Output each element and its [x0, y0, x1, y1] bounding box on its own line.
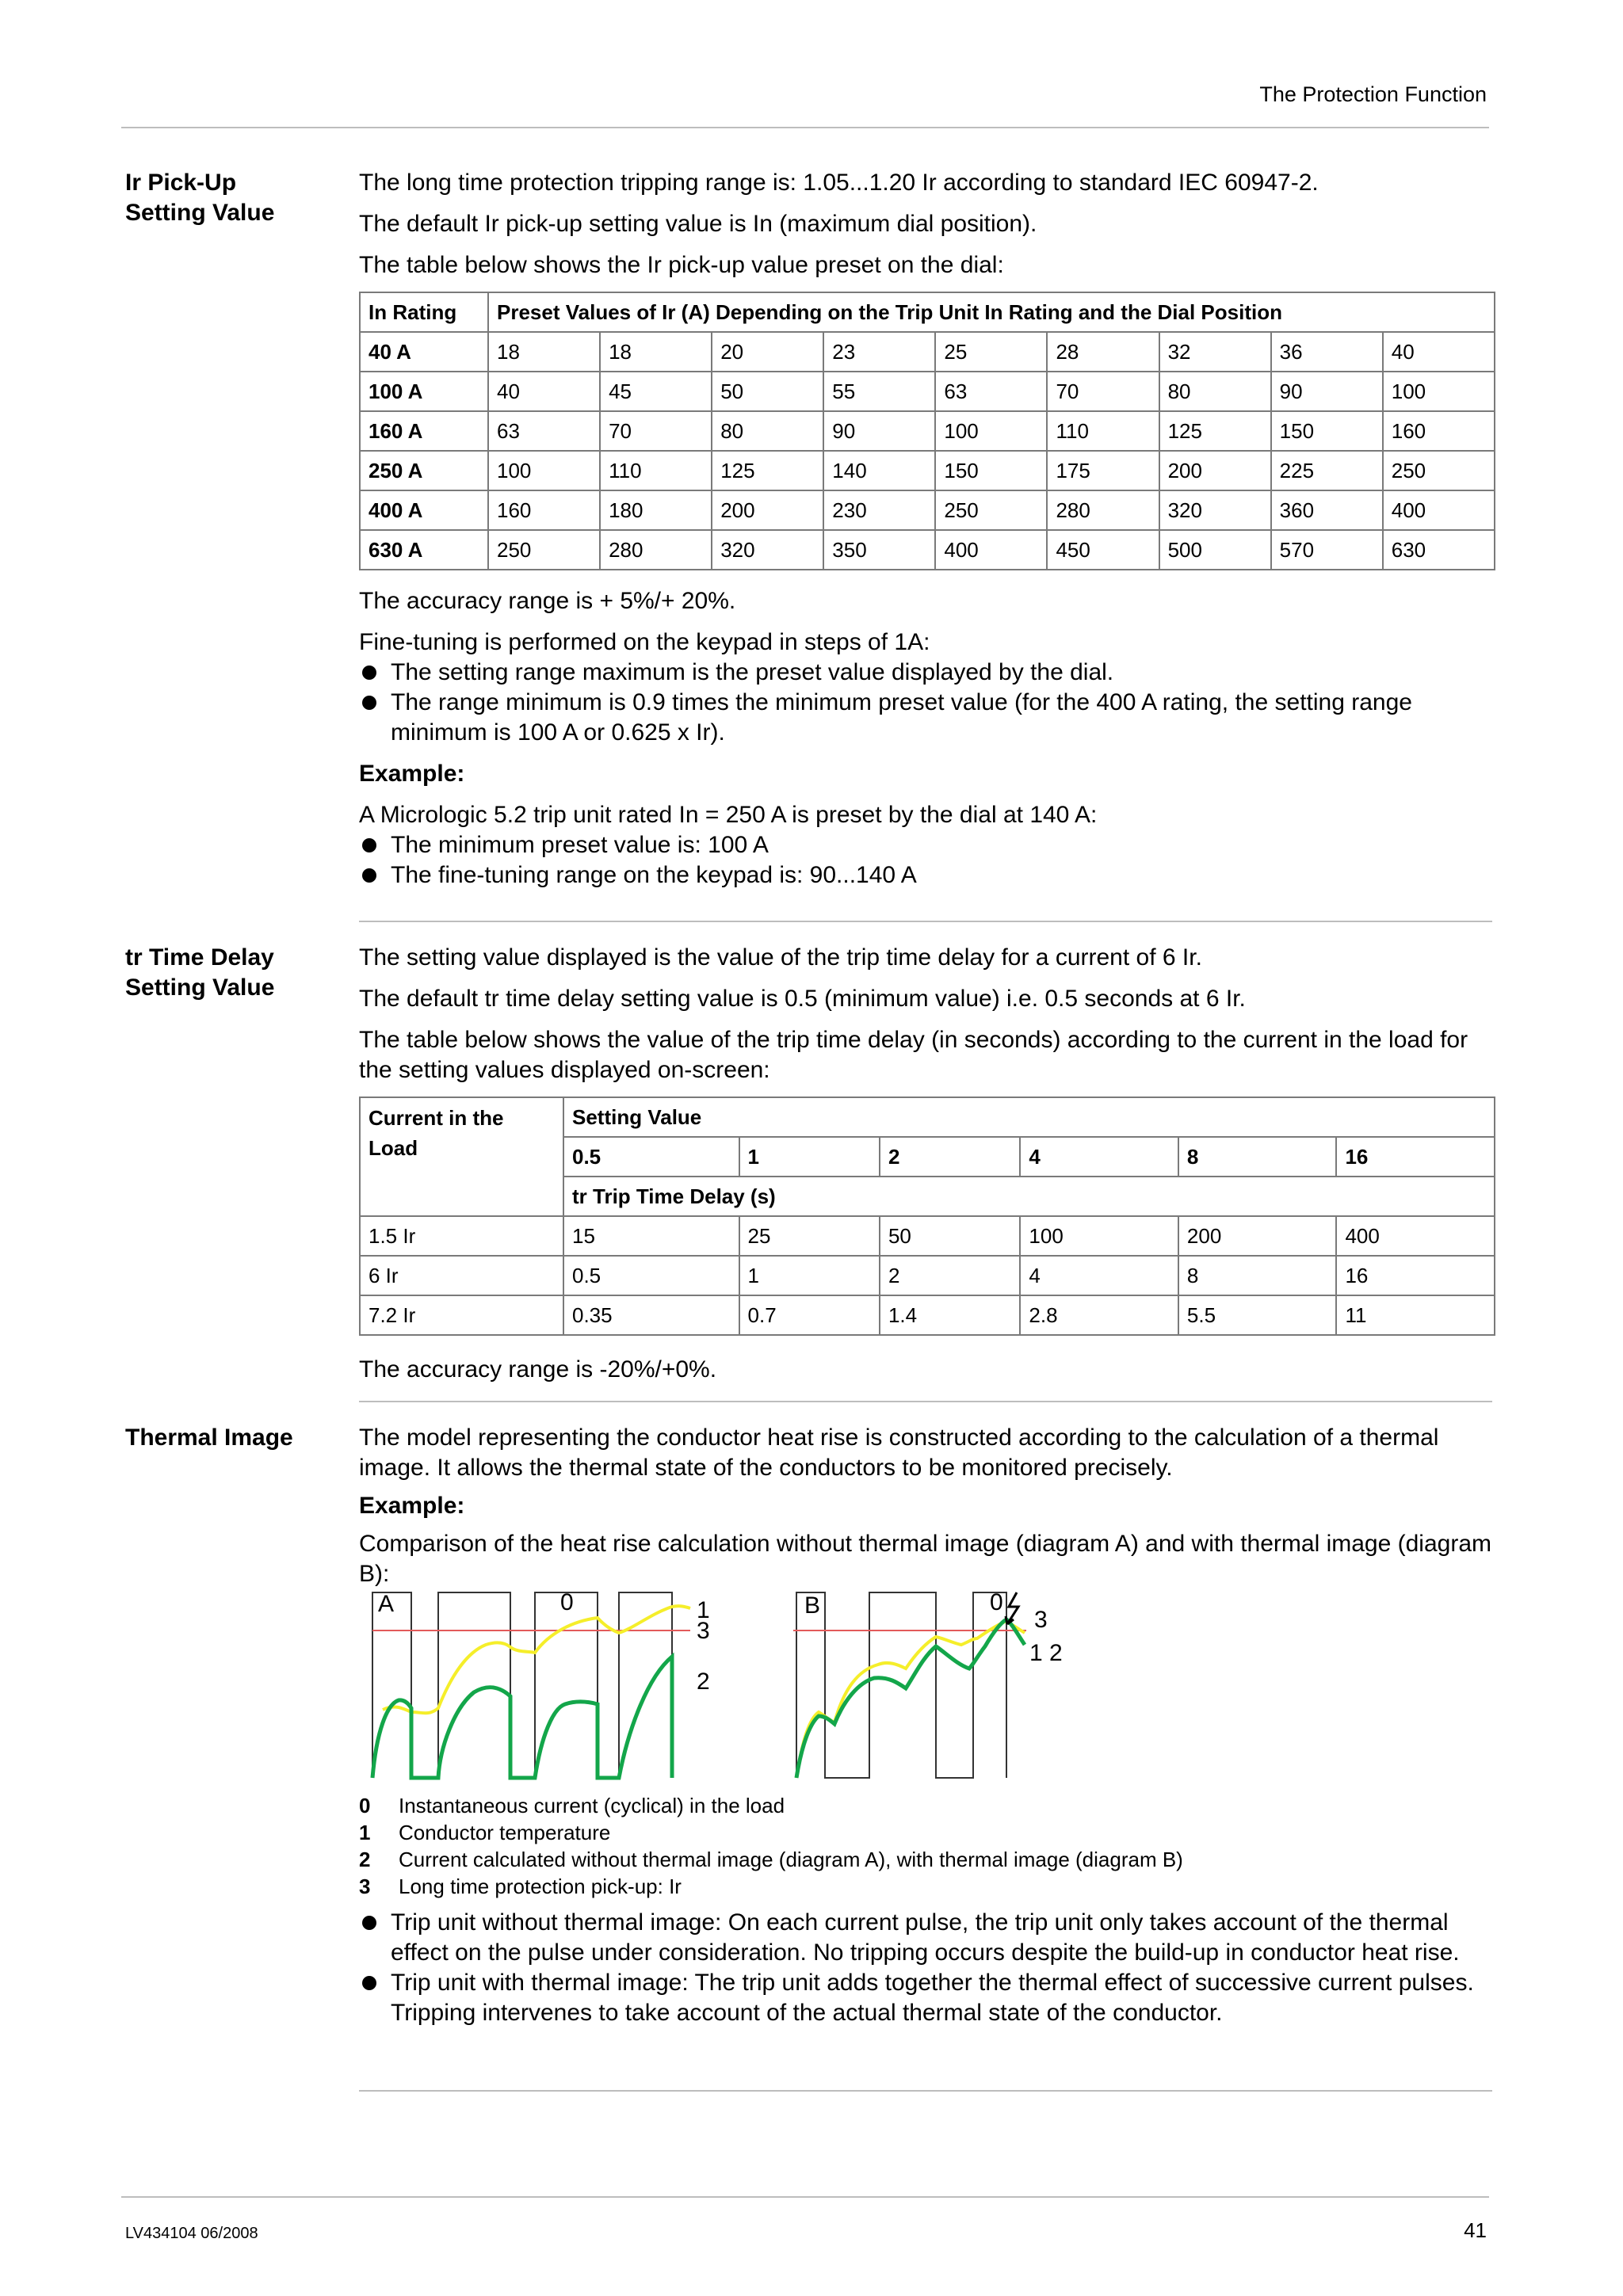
table-cell-rating: 160 A	[360, 411, 488, 451]
bullet-item: Trip unit without thermal image: On each current pulse, the trip unit only takes account of the thermal effect on the pulse under consideration. No tripping occurs despite the build-up in conductor heat rise.	[359, 1908, 1500, 1968]
legend-row	[359, 1819, 1500, 1846]
table-cell-rating: 250 A	[360, 451, 488, 490]
thermal-diagram-svg	[359, 1589, 1500, 1787]
section-label-ir-pickup	[125, 168, 274, 228]
section-divider	[359, 1401, 1492, 1402]
section-thermal-image	[359, 1423, 1500, 2039]
table-cell: 400	[1383, 490, 1495, 530]
paragraph: The long time protection tripping range is: 1.05...1.20 Ir according to standard IEC 60947-2.	[359, 170, 1319, 196]
legend-key: 0	[359, 1794, 371, 1817]
diagram-b-calculated-current	[796, 1619, 1025, 1778]
paragraph: The model representing the conductor heat rise is constructed according to the calculation of a thermal image. It allows the thermal state of the conductors to be monitored precisely.	[359, 1425, 1439, 1481]
example-label: Example:	[359, 1493, 465, 1519]
table-row	[360, 1216, 1495, 1256]
table-cell: 4	[1020, 1256, 1178, 1295]
paragraph: The table below shows the value of the trip time delay (in seconds) according to the current in the load for the setting values displayed on-screen:	[359, 1027, 1468, 1083]
table-cell: 8	[1178, 1256, 1337, 1295]
section-divider	[359, 921, 1492, 922]
table-cell-load: 7.2 Ir	[360, 1295, 563, 1335]
section-label-thermal-image	[125, 1423, 293, 1453]
thermal-diagrams	[359, 1589, 1500, 1787]
table-cell: 63	[935, 372, 1047, 411]
table-cell: 400	[935, 530, 1047, 570]
page-number: 41	[1464, 2218, 1487, 2242]
table-row	[360, 530, 1495, 570]
section-label-line: Ir Pick-Up	[125, 170, 237, 196]
paragraph: The setting value displayed is the value of the trip time delay for a current of 6 Ir.	[359, 944, 1202, 971]
table-header-cell: 2	[880, 1137, 1020, 1177]
table-cell: 500	[1159, 530, 1271, 570]
table-header-cell: Setting Value	[563, 1097, 1495, 1137]
table-cell: 2.8	[1020, 1295, 1178, 1335]
diagram-a-marker-3: 3	[697, 1618, 710, 1644]
running-header-title: The Protection Function	[1259, 82, 1487, 106]
diagram-b-marker-0: 0	[990, 1589, 1003, 1615]
table-cell: 630	[1383, 530, 1495, 570]
bullet-item: Trip unit with thermal image: The trip unit adds together the thermal effect of successive current pulses. Tripping intervenes to take account of the actual thermal state of the conductor.	[359, 1968, 1500, 2028]
table-cell: 20	[712, 332, 823, 372]
paragraph: The default tr time delay setting value is 0.5 (minimum value) i.e. 0.5 seconds at 6 Ir.	[359, 986, 1246, 1012]
section-tr-delay	[359, 943, 1500, 1396]
footer-doc-code: LV434104 06/2008	[125, 2225, 258, 2242]
diagram-a-marker-0: 0	[560, 1589, 574, 1615]
legend-text: Current calculated without thermal image (diagram A), with thermal image (diagram B)	[399, 1848, 1183, 1871]
table-row	[360, 451, 1495, 490]
footer-rule	[121, 2196, 1489, 2198]
table-cell: 125	[1159, 411, 1271, 451]
table-header-cell: 16	[1336, 1137, 1495, 1177]
diagram-b-marker-12: 1 2	[1029, 1640, 1063, 1666]
table-cell: 350	[823, 530, 935, 570]
bullet-item: The range minimum is 0.9 times the minimum preset value (for the 400 A rating, the setting range minimum is 100 A or 0.625 x Ir).	[359, 688, 1500, 748]
table-header-cell: 0.5	[563, 1137, 739, 1177]
legend-key: 3	[359, 1875, 371, 1898]
tr-delay-table	[359, 1097, 1495, 1336]
table-cell: 360	[1271, 490, 1383, 530]
table-cell: 5.5	[1178, 1295, 1337, 1335]
table-cell: 160	[488, 490, 600, 530]
table-cell: 40	[488, 372, 600, 411]
table-row	[360, 411, 1495, 451]
table-cell: 25	[935, 332, 1047, 372]
diagram-a-marker-2: 2	[697, 1669, 710, 1695]
table-header-cell: 8	[1178, 1137, 1337, 1177]
table-cell-load: 6 Ir	[360, 1256, 563, 1295]
example-label: Example:	[359, 761, 465, 787]
table-cell: 110	[600, 451, 712, 490]
table-cell: 0.35	[563, 1295, 739, 1335]
header-rule	[121, 127, 1489, 128]
table-cell: 70	[1047, 372, 1159, 411]
table-cell: 400	[1336, 1216, 1495, 1256]
table-cell: 200	[1178, 1216, 1337, 1256]
diagram-a-calculated-current	[372, 1657, 672, 1778]
table-row	[360, 372, 1495, 411]
table-cell: 32	[1159, 332, 1271, 372]
table-cell: 100	[1383, 372, 1495, 411]
table-cell-rating: 100 A	[360, 372, 488, 411]
diagram-b-conductor-temperature	[796, 1621, 1025, 1778]
section-label-tr-delay	[125, 943, 274, 1003]
table-cell: 15	[563, 1216, 739, 1256]
table-cell: 200	[712, 490, 823, 530]
table-cell: 180	[600, 490, 712, 530]
legend-text: Conductor temperature	[399, 1821, 611, 1844]
table-cell: 320	[712, 530, 823, 570]
table-cell: 28	[1047, 332, 1159, 372]
legend-key: 1	[359, 1821, 371, 1844]
section-label-line: tr Time Delay	[125, 944, 274, 971]
table-cell: 0.5	[563, 1256, 739, 1295]
table-header-cell: In Rating	[360, 292, 488, 332]
table-cell: 1.4	[880, 1295, 1020, 1335]
table-header-cell: Current in the Load	[360, 1097, 563, 1216]
table-cell: 90	[1271, 372, 1383, 411]
table-cell: 90	[823, 411, 935, 451]
legend-text: Long time protection pick-up: Ir	[399, 1875, 682, 1898]
table-cell: 63	[488, 411, 600, 451]
table-row	[360, 1256, 1495, 1295]
table-cell: 225	[1271, 451, 1383, 490]
table-cell-rating: 400 A	[360, 490, 488, 530]
table-cell: 50	[712, 372, 823, 411]
table-cell: 100	[488, 451, 600, 490]
table-header-cell: tr Trip Time Delay (s)	[563, 1177, 1495, 1216]
section-divider	[359, 2090, 1492, 2092]
section-label-line: Setting Value	[125, 200, 275, 226]
table-cell: 11	[1336, 1295, 1495, 1335]
table-cell: 250	[488, 530, 600, 570]
table-cell: 16	[1336, 1256, 1495, 1295]
table-cell: 80	[712, 411, 823, 451]
bullet-item: The fine-tuning range on the keypad is: 90...140 A	[359, 860, 1500, 891]
section-label-line: Thermal Image	[125, 1425, 293, 1451]
table-cell: 200	[1159, 451, 1271, 490]
paragraph: A Micrologic 5.2 trip unit rated In = 250 A is preset by the dial at 140 A:	[359, 802, 1098, 828]
table-cell: 45	[600, 372, 712, 411]
table-cell: 40	[1383, 332, 1495, 372]
ir-preset-table	[359, 292, 1495, 570]
table-header-row	[360, 1097, 1495, 1137]
legend-text: Instantaneous current (cyclical) in the load	[399, 1794, 785, 1817]
table-cell: 36	[1271, 332, 1383, 372]
bullet-list	[359, 1908, 1500, 2028]
table-cell: 280	[600, 530, 712, 570]
legend-row	[359, 1873, 1500, 1900]
diagram-legend	[359, 1792, 1500, 1900]
table-cell: 140	[823, 451, 935, 490]
table-cell: 280	[1047, 490, 1159, 530]
table-cell: 125	[712, 451, 823, 490]
table-cell: 160	[1383, 411, 1495, 451]
bullet-list	[359, 658, 1500, 748]
table-row	[360, 1295, 1495, 1335]
table-cell: 18	[488, 332, 600, 372]
diagram-a-label: A	[378, 1591, 395, 1617]
diagram-b-marker-3: 3	[1034, 1607, 1048, 1633]
table-cell: 320	[1159, 490, 1271, 530]
table-cell: 2	[880, 1256, 1020, 1295]
table-cell: 80	[1159, 372, 1271, 411]
bullet-list	[359, 830, 1500, 891]
table-row	[360, 332, 1495, 372]
table-cell: 570	[1271, 530, 1383, 570]
table-row	[360, 490, 1495, 530]
diagram-b-label: B	[804, 1592, 821, 1619]
table-cell-load: 1.5 Ir	[360, 1216, 563, 1256]
section-ir-pickup	[359, 168, 1500, 902]
table-cell: 0.7	[739, 1295, 880, 1335]
diagram-b	[793, 1589, 1063, 1778]
legend-key: 2	[359, 1848, 371, 1871]
table-cell: 1	[739, 1256, 880, 1295]
table-cell: 250	[1383, 451, 1495, 490]
table-header-cell: 4	[1020, 1137, 1178, 1177]
table-cell: 150	[1271, 411, 1383, 451]
table-cell: 250	[935, 490, 1047, 530]
diagram-a	[372, 1589, 710, 1778]
bullet-item: The minimum preset value is: 100 A	[359, 830, 1500, 860]
paragraph: The default Ir pick-up setting value is In (maximum dial position).	[359, 211, 1037, 237]
table-cell: 23	[823, 332, 935, 372]
table-cell: 50	[880, 1216, 1020, 1256]
legend-row	[359, 1846, 1500, 1873]
table-cell: 175	[1047, 451, 1159, 490]
table-header-cell: 1	[739, 1137, 880, 1177]
table-header-cell: Preset Values of Ir (A) Depending on the Trip Unit In Rating and the Dial Position	[488, 292, 1495, 332]
paragraph: The accuracy range is -20%/+0%.	[359, 1356, 717, 1383]
table-cell: 450	[1047, 530, 1159, 570]
paragraph: Fine-tuning is performed on the keypad in steps of 1A:	[359, 629, 930, 655]
paragraph: The accuracy range is + 5%/+ 20%.	[359, 588, 736, 614]
table-cell: 100	[935, 411, 1047, 451]
table-cell: 150	[935, 451, 1047, 490]
table-cell: 70	[600, 411, 712, 451]
table-header-row	[360, 292, 1495, 332]
table-cell: 25	[739, 1216, 880, 1256]
diagram-a-marker-1: 1	[697, 1597, 710, 1623]
table-cell-rating: 40 A	[360, 332, 488, 372]
table-cell: 55	[823, 372, 935, 411]
section-label-line: Setting Value	[125, 974, 275, 1001]
table-cell: 18	[600, 332, 712, 372]
paragraph: The table below shows the Ir pick-up value preset on the dial:	[359, 252, 1004, 278]
legend-row	[359, 1792, 1500, 1819]
table-cell: 100	[1020, 1216, 1178, 1256]
table-cell: 110	[1047, 411, 1159, 451]
bullet-item: The setting range maximum is the preset value displayed by the dial.	[359, 658, 1500, 688]
table-cell-rating: 630 A	[360, 530, 488, 570]
paragraph: Comparison of the heat rise calculation without thermal image (diagram A) and with thermal image (diagram B):	[359, 1531, 1491, 1587]
table-cell: 230	[823, 490, 935, 530]
